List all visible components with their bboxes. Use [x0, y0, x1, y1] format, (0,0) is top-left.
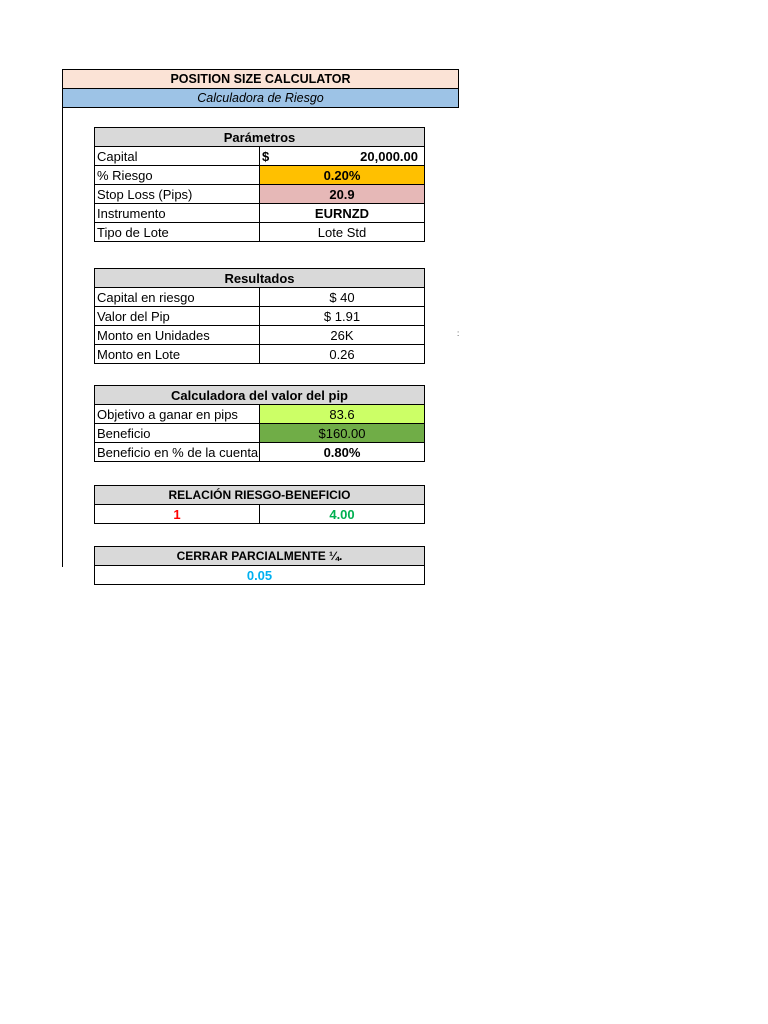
cerrar-table: [94, 546, 425, 585]
beneficio-pct-value: 0.80%: [260, 443, 425, 462]
objetivo-label: Objetivo a ganar en pips: [95, 405, 260, 424]
cerrar-value: 0.05: [95, 566, 425, 585]
monto-unidades-label: Monto en Unidades: [95, 326, 260, 345]
relacion-heading: RELACIÓN RIESGO-BENEFICIO: [95, 486, 425, 505]
table-row: [95, 505, 425, 524]
parametros-table: [94, 127, 425, 242]
left-border-line: [62, 108, 63, 567]
ratio-beneficio-value: 4.00: [260, 505, 425, 524]
beneficio-value: $160.00: [260, 424, 425, 443]
calc-pip-table: [94, 385, 425, 462]
capital-cell[interactable]: [260, 147, 425, 166]
capital-label: Capital: [95, 147, 260, 166]
calc-pip-heading: Calculadora del valor del pip: [95, 386, 425, 405]
tipolote-label: Tipo de Lote: [95, 223, 260, 242]
table-row: [95, 566, 425, 585]
monto-unidades-value: 26K: [260, 326, 425, 345]
table-row: [95, 326, 425, 345]
relacion-table: [94, 485, 425, 524]
resultados-table: [94, 268, 425, 364]
table-row: [95, 443, 425, 462]
riesgo-label: % Riesgo: [95, 166, 260, 185]
monto-lote-value: 0.26: [260, 345, 425, 364]
calculator-subtitle: Calculadora de Riesgo: [62, 89, 459, 108]
table-row: [95, 147, 425, 166]
parametros-heading: Parámetros: [95, 128, 425, 147]
resultados-heading: Resultados: [95, 269, 425, 288]
instrumento-value[interactable]: EURNZD: [260, 204, 425, 223]
table-row: [95, 204, 425, 223]
stoploss-value[interactable]: 20.9: [260, 185, 425, 204]
objetivo-value[interactable]: 83.6: [260, 405, 425, 424]
beneficio-label: Beneficio: [95, 424, 260, 443]
capital-value: 20,000.00: [360, 148, 418, 164]
table-row: [95, 185, 425, 204]
table-row: [95, 166, 425, 185]
valor-pip-label: Valor del Pip: [95, 307, 260, 326]
table-row: [95, 288, 425, 307]
table-row: [95, 424, 425, 443]
tipolote-value[interactable]: Lote Std: [260, 223, 425, 242]
valor-pip-value: $ 1.91: [260, 307, 425, 326]
table-row: [95, 307, 425, 326]
capital-riesgo-label: Capital en riesgo: [95, 288, 260, 307]
cerrar-heading: CERRAR PARCIALMENTE ¼.: [95, 547, 425, 566]
table-row: [95, 223, 425, 242]
ratio-riesgo-value: 1: [95, 505, 260, 524]
stoploss-label: Stop Loss (Pips): [95, 185, 260, 204]
table-row: [95, 405, 425, 424]
capital-currency: $: [262, 148, 270, 164]
riesgo-value[interactable]: 0.20%: [260, 166, 425, 185]
table-row: [95, 345, 425, 364]
instrumento-label: Instrumento: [95, 204, 260, 223]
beneficio-pct-label: Beneficio en % de la cuenta: [95, 443, 260, 462]
stray-mark: :: [457, 329, 460, 338]
calculator-title: POSITION SIZE CALCULATOR: [62, 69, 459, 89]
capital-riesgo-value: $ 40: [260, 288, 425, 307]
monto-lote-label: Monto en Lote: [95, 345, 260, 364]
